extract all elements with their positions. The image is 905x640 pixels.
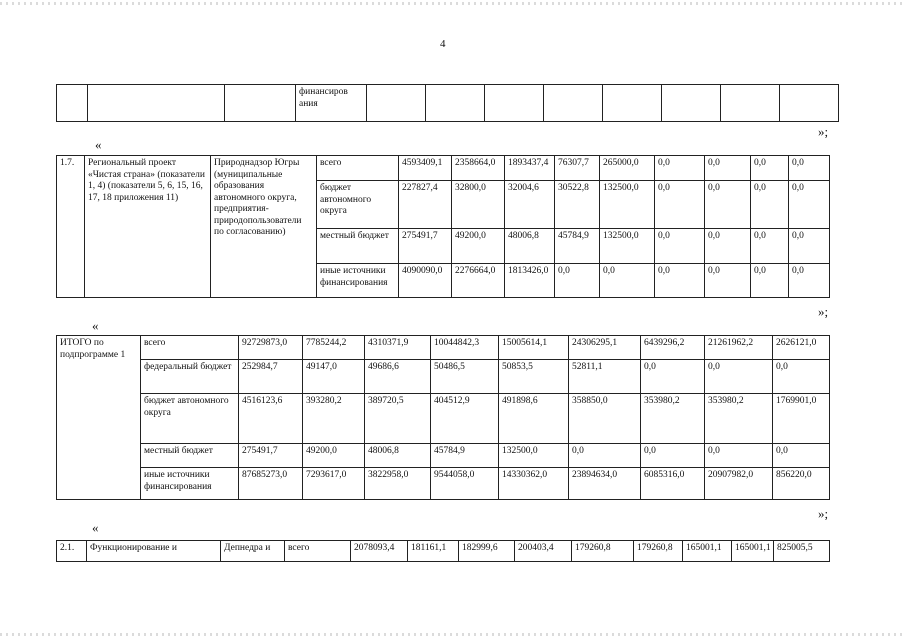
value: 0,0 — [789, 156, 830, 181]
value: 0,0 — [751, 264, 789, 298]
total-label: ИТОГО по подпрограмме 1 — [57, 336, 141, 500]
value: 4516123,6 — [239, 394, 303, 444]
value: 87685273,0 — [239, 468, 303, 500]
value: 393280,2 — [303, 394, 365, 444]
value: 7785244,2 — [303, 336, 365, 360]
value: 2626121,0 — [773, 336, 830, 360]
value: 49200,0 — [303, 444, 365, 468]
value: 10044842,3 — [431, 336, 499, 360]
value: 21261962,2 — [705, 336, 773, 360]
cell — [544, 85, 603, 122]
value: 165001,1 — [683, 541, 732, 562]
cell — [721, 85, 780, 122]
value: 0,0 — [655, 229, 705, 264]
executor: Природнадзор Югры (муниципальные образования автономного округа, предприятия-природопользователи по согласованию) — [211, 156, 317, 298]
value: 179260,8 — [634, 541, 683, 562]
value: 389720,5 — [365, 394, 431, 444]
value: 45784,9 — [431, 444, 499, 468]
value: 491898,6 — [499, 394, 569, 444]
value: 179260,8 — [572, 541, 634, 562]
value: 2358664,0 — [452, 156, 505, 181]
cell — [367, 85, 426, 122]
value: 404512,9 — [431, 394, 499, 444]
value: 2276664,0 — [452, 264, 505, 298]
value: 0,0 — [655, 181, 705, 229]
value: 0,0 — [705, 444, 773, 468]
page-number: 4 — [440, 38, 446, 50]
value: 856220,0 — [773, 468, 830, 500]
value: 50853,5 — [499, 360, 569, 394]
open-quote-3: « — [92, 520, 99, 535]
cell — [426, 85, 485, 122]
value: 0,0 — [773, 444, 830, 468]
cell — [485, 85, 544, 122]
row-number: 2.1. — [57, 541, 87, 562]
value: 48006,8 — [365, 444, 431, 468]
value: 0,0 — [569, 444, 641, 468]
value: 0,0 — [641, 360, 705, 394]
source-label: иные источники финансирования — [141, 468, 239, 500]
value: 9544058,0 — [431, 468, 499, 500]
value: 252984,7 — [239, 360, 303, 394]
open-quote: « — [95, 137, 102, 152]
value: 52811,1 — [569, 360, 641, 394]
value: 23894634,0 — [569, 468, 641, 500]
value: 275491,7 — [399, 229, 452, 264]
value: 0,0 — [705, 264, 751, 298]
value: 132500,0 — [499, 444, 569, 468]
value: 265000,0 — [600, 156, 655, 181]
value: 7293617,0 — [303, 468, 365, 500]
source-label: всего — [285, 541, 351, 562]
value: 1813426,0 — [505, 264, 555, 298]
value: 92729873,0 — [239, 336, 303, 360]
value: 1769901,0 — [773, 394, 830, 444]
value: 0,0 — [751, 156, 789, 181]
value: 0,0 — [789, 264, 830, 298]
table-project-1-7 — [56, 155, 830, 298]
value: 358850,0 — [569, 394, 641, 444]
value: 0,0 — [705, 360, 773, 394]
value: 0,0 — [773, 360, 830, 394]
value: 32004,6 — [505, 181, 555, 229]
value: 0,0 — [705, 229, 751, 264]
value: 132500,0 — [600, 229, 655, 264]
value: 30522,8 — [555, 181, 600, 229]
value: 353980,2 — [705, 394, 773, 444]
value: 0,0 — [600, 264, 655, 298]
value: 50486,5 — [431, 360, 499, 394]
value: 49686,6 — [365, 360, 431, 394]
scan-edge-bottom — [0, 633, 905, 636]
value: 1893437,4 — [505, 156, 555, 181]
value: 825005,5 — [774, 541, 830, 562]
source-label: иные источники финансирования — [317, 264, 399, 298]
source-label: бюджет автономного округа — [141, 394, 239, 444]
value: 0,0 — [641, 444, 705, 468]
value: 76307,7 — [555, 156, 600, 181]
value: 6439296,2 — [641, 336, 705, 360]
value: 132500,0 — [600, 181, 655, 229]
row-number: 1.7. — [57, 156, 85, 298]
cell — [603, 85, 662, 122]
value: 165001,1 — [732, 541, 774, 562]
value: 2078093,4 — [351, 541, 408, 562]
value: 20907982,0 — [705, 468, 773, 500]
close-quote-2: »; — [818, 304, 829, 319]
value: 49147,0 — [303, 360, 365, 394]
value: 4310371,9 — [365, 336, 431, 360]
source-label: всего — [317, 156, 399, 181]
cell — [88, 85, 225, 122]
table-item-2-1 — [56, 540, 830, 562]
source-label: всего — [141, 336, 239, 360]
table-subprogram-total — [56, 335, 830, 500]
value: 182999,6 — [459, 541, 515, 562]
value: 45784,9 — [555, 229, 600, 264]
project-name: Региональный проект «Чистая страна» (показатели 1, 4) (показатели 5, 6, 15, 16, 17, 18 приложения 11) — [85, 156, 211, 298]
value: 4090090,0 — [399, 264, 452, 298]
value: 15005614,1 — [499, 336, 569, 360]
open-quote-2: « — [92, 318, 99, 333]
table-fragment-top — [56, 84, 839, 122]
value: 0,0 — [751, 181, 789, 229]
value: 0,0 — [789, 181, 830, 229]
value: 24306295,1 — [569, 336, 641, 360]
value: 275491,7 — [239, 444, 303, 468]
value: 48006,8 — [505, 229, 555, 264]
cell — [225, 85, 296, 122]
value: 0,0 — [555, 264, 600, 298]
value: 0,0 — [705, 181, 751, 229]
source-cell: финансиров ания — [296, 85, 367, 122]
close-quote-3: »; — [818, 506, 829, 521]
value: 0,0 — [751, 229, 789, 264]
close-quote: »; — [818, 124, 829, 139]
cell — [57, 85, 88, 122]
value: 0,0 — [655, 264, 705, 298]
value: 353980,2 — [641, 394, 705, 444]
value: 0,0 — [655, 156, 705, 181]
value: 200403,4 — [515, 541, 572, 562]
value: 3822958,0 — [365, 468, 431, 500]
value: 227827,4 — [399, 181, 452, 229]
value: 4593409,1 — [399, 156, 452, 181]
cell — [662, 85, 721, 122]
cell — [780, 85, 839, 122]
source-label: бюджет автономного округа — [317, 181, 399, 229]
value: 6085316,0 — [641, 468, 705, 500]
source-label: местный бюджет — [317, 229, 399, 264]
scan-edge-top — [0, 2, 905, 5]
item-name: Функционирование и — [87, 541, 221, 562]
value: 32800,0 — [452, 181, 505, 229]
source-label: местный бюджет — [141, 444, 239, 468]
value: 14330362,0 — [499, 468, 569, 500]
source-label: федеральный бюджет — [141, 360, 239, 394]
value: 49200,0 — [452, 229, 505, 264]
value: 0,0 — [705, 156, 751, 181]
value: 0,0 — [789, 229, 830, 264]
executor: Депнедра и — [221, 541, 285, 562]
value: 181161,1 — [408, 541, 459, 562]
